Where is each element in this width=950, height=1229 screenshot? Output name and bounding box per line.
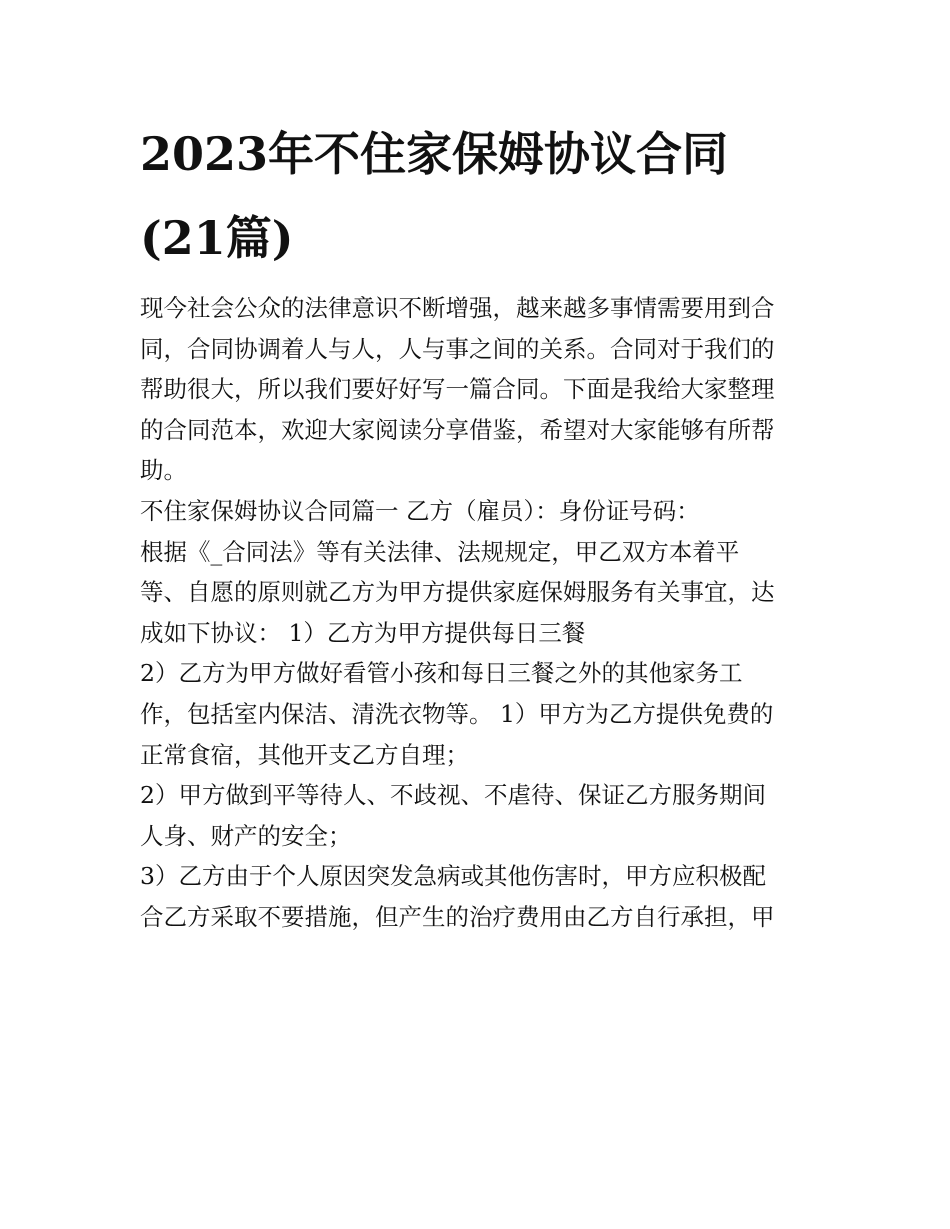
text-line: 现今社会公众的法律意识不断增强，越来越多事情需要用到合: [140, 294, 775, 322]
text-line: 2）乙方为甲方做好看管小孩和每日三餐之外的其他家务工: [140, 659, 743, 688]
text-line: 同，合同协调着人与人，人与事之间的关系。合同对于我们的: [140, 334, 775, 363]
text-line: 不住家保姆协议合同篇一 乙方（雇员）：身份证号码：: [140, 496, 700, 525]
text-line: 的合同范本，欢迎大家阅读分享借鉴，希望对大家能够有所帮: [140, 415, 775, 444]
title-line: (21篇): [140, 211, 294, 265]
contract-body: [140, 491, 815, 938]
text-line: 人身、财产的安全；: [140, 821, 352, 850]
title-line: 2023年不住家保姆协议合同: [140, 127, 729, 181]
text-line: 合乙方采取不要措施，但产生的治疗费用由乙方自行承担，甲: [140, 902, 775, 931]
text-line: 成如下协议： 1）乙方为甲方提供每日三餐: [140, 618, 586, 647]
text-line: 正常食宿，其他开支乙方自理；: [140, 740, 469, 769]
text-line: 作，包括室内保洁、清洗衣物等。 1）甲方为乙方提供免费的: [140, 699, 774, 728]
text-line: 助。: [140, 456, 187, 485]
text-line: 帮助很大，所以我们要好好写一篇合同。下面是我给大家整理: [140, 375, 775, 404]
text-line: 根据《_合同法》等有关法律、法规规定，甲乙双方本着平: [140, 537, 740, 566]
text-line: 3）乙方由于个人原因突发急病或其他伤害时，甲方应积极配: [140, 862, 766, 891]
text-line: 等、自愿的原则就乙方为甲方提供家庭保姆服务有关事宜，达: [140, 578, 775, 607]
document-content: [140, 112, 815, 938]
text-line: 2）甲方做到平等待人、不歧视、不虐待、保证乙方服务期间: [140, 781, 766, 810]
intro-paragraph: [140, 288, 815, 491]
document-title: [140, 112, 815, 280]
